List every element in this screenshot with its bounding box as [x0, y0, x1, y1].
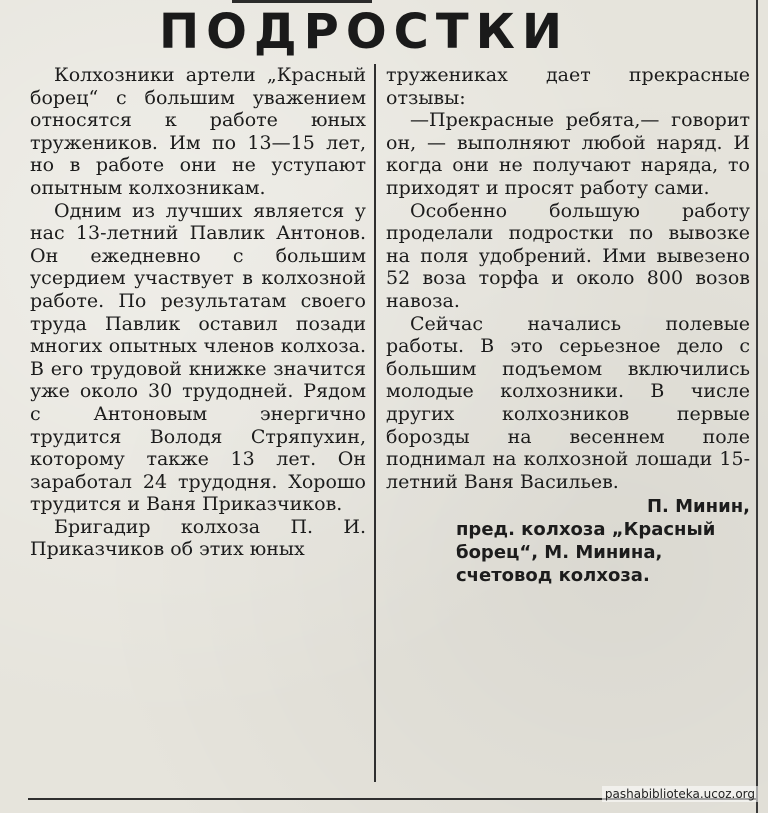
paragraph-fertilizer: Особенно большую работу проделали подростки по вывозке на поля удобрений. Ими вывезено 52 воза торфа и около 800 возов навоза.: [386, 199, 750, 312]
signature-name: П. Минин,: [646, 496, 750, 518]
page-right-border: [756, 0, 758, 813]
left-column: [30, 64, 366, 561]
signature-title: пред. колхоза „Красный борец“, М. Минина,: [456, 519, 716, 564]
paragraph-field-work: Сейчас начались полевые работы. В это серьезное дело с большим подъемом включились молодые колхозники. В числе других колхозников первые борозды на весеннем поле поднимал на колхозной лошади 15-летний Ваня Васильев.: [386, 312, 750, 493]
column-divider: [374, 64, 376, 782]
paragraph-brigadier: Бригадир колхоза П. И. Приказчиков об этих юных: [30, 515, 366, 561]
paragraph-continuation: тружениках дает прекрасные отзывы:: [386, 64, 750, 109]
signature-block: [386, 495, 750, 587]
right-column: [386, 64, 750, 587]
paragraph-intro: Колхозники артели „Красный борец“ с большим уважением относятся к работе юных тружеников. Им по 13—15 лет, но в работе они не уступают опытным колхозникам.: [30, 64, 366, 199]
signature-role: счетовод колхоза.: [456, 565, 650, 587]
paragraph-antonov: Одним из лучших является у нас 13-летний Павлик Антонов. Он ежедневно с большим усердием участвует в колхозной работе. По результатам своего труда Павлик оставил позади многих опытных членов колхоза. В его трудовой книжке значится уже около 30 трудодней. Рядом с Антоновым энергично трудится Володя Стряпухин, которому также 13 лет. Он заработал 24 трудодня. Хорошо трудится и Ваня Приказчиков.: [30, 199, 366, 516]
paragraph-quote: —Прекрасные ребята,— говорит он, — выполняют любой наряд. И когда они не получают наряда, то приходят и просят работу сами.: [386, 109, 750, 199]
article-headline: ПОДРОСТКИ: [158, 4, 570, 60]
source-watermark: pashabiblioteka.ucoz.org: [602, 786, 758, 802]
